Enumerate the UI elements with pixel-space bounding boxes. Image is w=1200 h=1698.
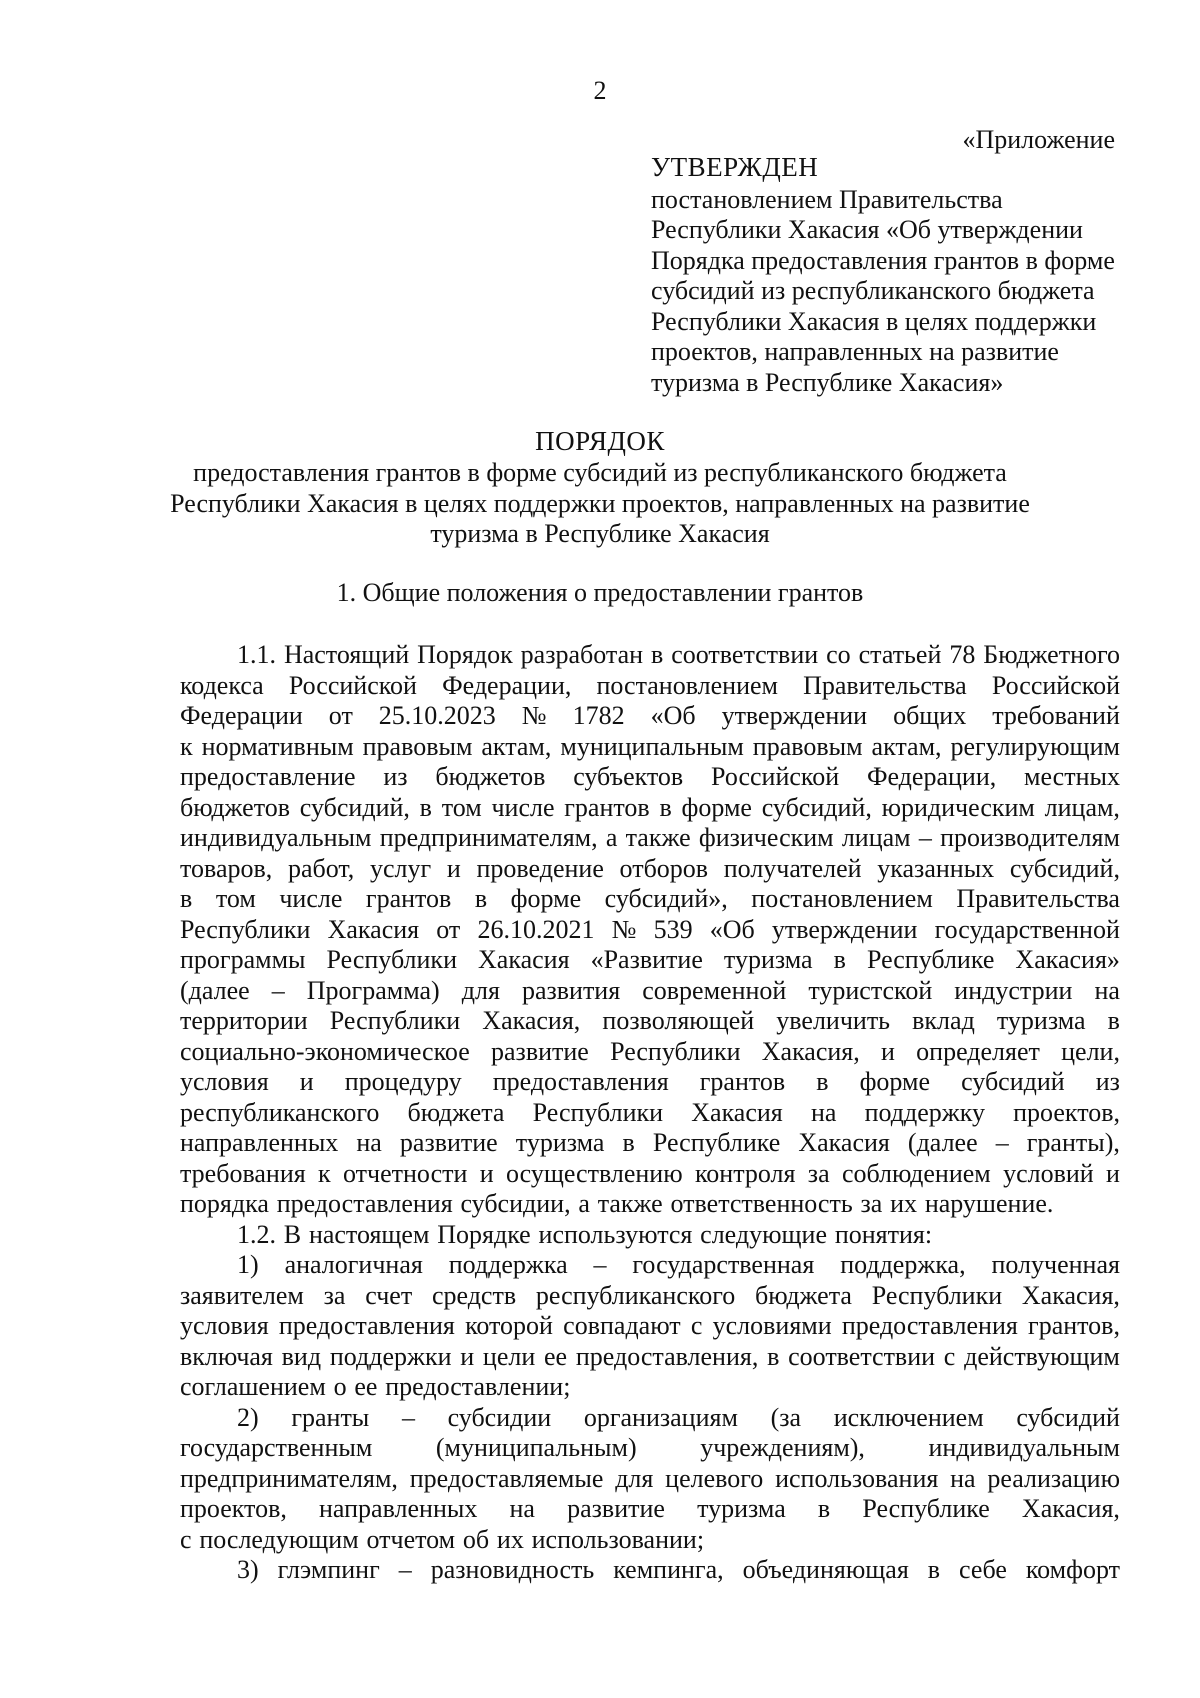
body-line: порядка предоставления субсидии, а также ответственность за их нарушение. bbox=[180, 1189, 1054, 1218]
body-line: 1.1. Настоящий Порядок разработан в соответствии со статьей 78 Бюджетного bbox=[237, 640, 1120, 669]
approval-stamp-block bbox=[651, 152, 1121, 398]
body-line: заявителем за счет средств республиканского бюджета Республики Хакасия, bbox=[180, 1280, 1120, 1310]
body-line: (далее – Программа) для развития современной туристской индустрии на bbox=[180, 975, 1120, 1005]
approved-line: Порядка предоставления грантов в форме bbox=[651, 245, 1115, 275]
body-line: условия и процедуру предоставления грантов в форме субсидий из bbox=[180, 1067, 1120, 1096]
approved-line: постановлением Правительства bbox=[651, 184, 1003, 214]
body-line: индивидуальным предпринимателям, а также физическим лицам – производителям bbox=[180, 823, 1120, 852]
body-line: в том числе грантов в форме субсидий», постановлением Правительства bbox=[180, 884, 1120, 913]
order-subtitle-line: туризма в Республике Хакасия bbox=[430, 519, 770, 548]
order-subtitle-line: Республики Хакасия в целях поддержки проектов, направленных на развитие bbox=[170, 488, 1030, 518]
body-line: государственным (муниципальным) учреждениям), индивидуальным bbox=[180, 1433, 1120, 1462]
body-line: включая вид поддержки и цели ее предоставления, в соответствии с действующим bbox=[180, 1341, 1120, 1371]
body-line: соглашением о ее предоставлении; bbox=[180, 1372, 571, 1401]
approved-line: Республики Хакасия в целях поддержки bbox=[651, 306, 1097, 336]
appendix-label: «Приложение bbox=[962, 125, 1115, 154]
approved-line: проектов, направленных на развитие bbox=[651, 337, 1059, 366]
order-subtitle bbox=[0, 458, 1200, 550]
body-line: Федерации от 25.10.2023 № 1782 «Об утверждении общих требований bbox=[180, 701, 1120, 730]
body-text bbox=[180, 640, 1120, 1586]
body-line: 1.2. В настоящем Порядке используются следующие понятия: bbox=[237, 1219, 933, 1249]
section-heading: 1. Общие положения о предоставлении грантов bbox=[336, 578, 864, 607]
body-line: 2) гранты – субсидии организациям (за исключением субсидий bbox=[237, 1402, 1120, 1432]
approved-title: УТВЕРЖДЕН bbox=[651, 152, 819, 182]
body-line: 3) глэмпинг – разновидность кемпинга, объединяющая в себе комфорт bbox=[237, 1555, 1120, 1584]
order-title: ПОРЯДОК bbox=[535, 426, 665, 456]
body-line: кодекса Российской Федерации, постановлением Правительства Российской bbox=[180, 670, 1120, 700]
body-line: направленных на развитие туризма в Республике Хакасия (далее – гранты), bbox=[180, 1128, 1120, 1157]
body-line: требования к отчетности и осуществлению контроля за соблюдением условий и bbox=[180, 1158, 1120, 1188]
approved-line: субсидий из республиканского бюджета bbox=[651, 276, 1095, 305]
page-number: 2 bbox=[593, 76, 607, 105]
approved-line: Республики Хакасия «Об утверждении bbox=[651, 215, 1083, 244]
body-line: бюджетов субсидий, в том числе грантов в форме субсидий, юридическим лицам, bbox=[180, 792, 1120, 822]
body-line: предпринимателям, предоставляемые для целевого использования на реализацию bbox=[180, 1463, 1120, 1493]
body-line: социально-экономическое развитие Республики Хакасия, и определяет цели, bbox=[180, 1036, 1120, 1066]
body-line: территории Республики Хакасия, позволяющей увеличить вклад туризма в bbox=[180, 1006, 1120, 1035]
order-subtitle-line: предоставления грантов в форме субсидий из республиканского бюджета bbox=[193, 458, 1007, 487]
body-line: товаров, работ, услуг и проведение отборов получателей указанных субсидий, bbox=[180, 853, 1120, 883]
body-line: предоставление из бюджетов субъектов Российской Федерации, местных bbox=[180, 762, 1120, 791]
body-line: проектов, направленных на развитие туризма в Республике Хакасия, bbox=[180, 1494, 1120, 1523]
approved-line: туризма в Республике Хакасия» bbox=[651, 367, 1004, 397]
body-line: к нормативным правовым актам, муниципальным правовым актам, регулирующим bbox=[180, 731, 1120, 761]
body-line: республиканского бюджета Республики Хакасия на поддержку проектов, bbox=[180, 1097, 1120, 1127]
body-line: Республики Хакасия от 26.10.2021 № 539 «Об утверждении государственной bbox=[180, 914, 1120, 944]
body-line: программы Республики Хакасия «Развитие туризма в Республике Хакасия» bbox=[180, 945, 1120, 974]
body-line: с последующим отчетом об их использовании; bbox=[180, 1524, 705, 1554]
body-line: условия предоставления которой совпадают с условиями предоставления грантов, bbox=[180, 1311, 1120, 1340]
body-line: 1) аналогичная поддержка – государственная поддержка, полученная bbox=[237, 1250, 1120, 1279]
